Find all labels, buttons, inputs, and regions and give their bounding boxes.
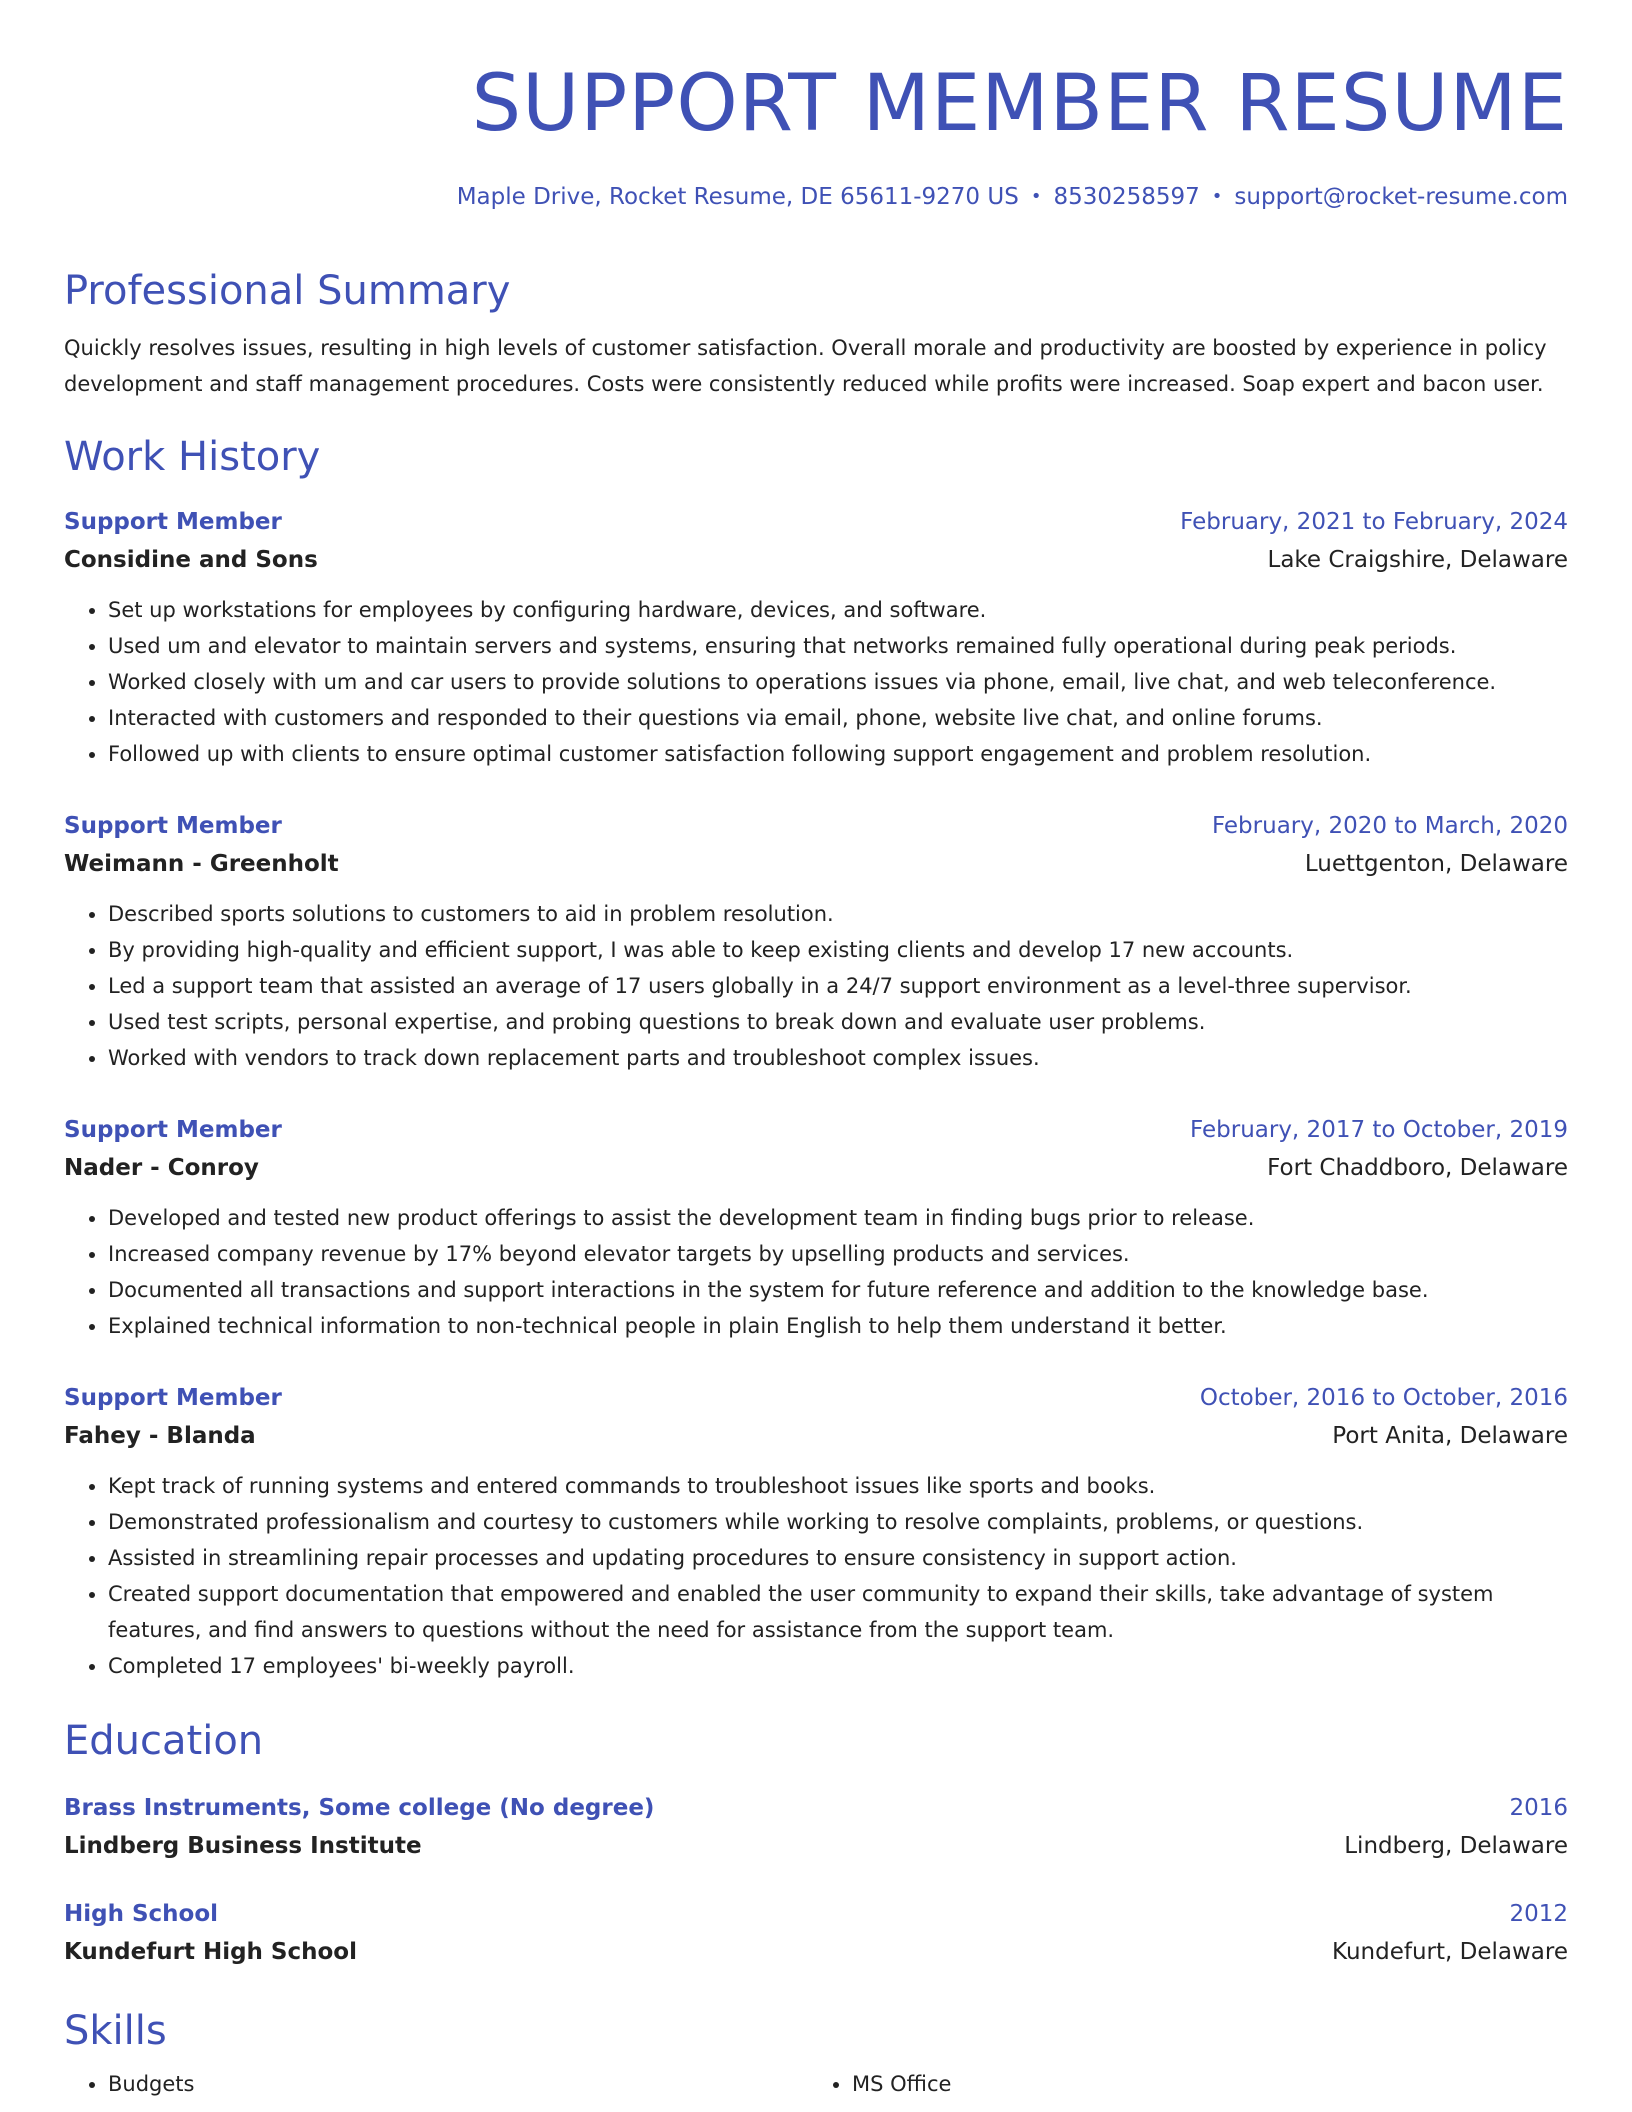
education-degree: Brass Instruments, Some college (No degree) (64, 1795, 655, 1821)
job-bullet: • Led a support team that assisted an average of 17 users globally in a 24/7 support environment as a level-three supervisor. (108, 968, 1568, 1004)
education-entry (64, 1790, 1568, 1866)
contact-email: support@rocket-resume.com (1234, 184, 1568, 210)
job-role: Support Member (64, 1117, 282, 1143)
job-bullet: • Created support documentation that empowered and enabled the user community to expand their skills, take advantage of system features, and find answers to questions without the need for assistance from the support team. (108, 1576, 1568, 1648)
summary-heading: Professional Summary (64, 268, 511, 314)
job-bullet: • Worked closely with um and car users to provide solutions to operations issues via phone, email, live chat, and web teleconference. (108, 664, 1568, 700)
job-bullet: • By providing high-quality and efficient support, I was able to keep existing clients and develop 17 new accounts. (108, 932, 1568, 968)
resume-title: SUPPORT MEMBER RESUME (471, 59, 1568, 149)
job-company: Considine and Sons (64, 547, 318, 573)
job-location: Fort Chaddboro, Delaware (1267, 1155, 1568, 1181)
skills-column-right (808, 2066, 1552, 2102)
job-entry (64, 1380, 1568, 1684)
job-bullet: • Followed up with clients to ensure optimal customer satisfaction following support engagement and problem resolution. (108, 736, 1568, 772)
job-bullet: • Described sports solutions to customers to aid in problem resolution. (108, 896, 1568, 932)
job-company: Nader - Conroy (64, 1155, 259, 1181)
skill-item: • MS Office (852, 2066, 1552, 2102)
job-bullets (64, 1200, 1568, 1344)
job-bullet: • Increased company revenue by 17% beyond elevator targets by upselling products and services. (108, 1236, 1568, 1272)
skills-list (64, 2066, 1568, 2102)
job-role: Support Member (64, 813, 282, 839)
job-bullet: • Interacted with customers and responded to their questions via email, phone, website live chat, and online forums. (108, 700, 1568, 736)
job-bullet: • Documented all transactions and support interactions in the system for future reference and addition to the knowledge base. (108, 1272, 1568, 1308)
job-role: Support Member (64, 1385, 282, 1411)
job-company: Weimann - Greenholt (64, 851, 339, 877)
job-bullet: • Explained technical information to non-technical people in plain English to help them understand it better. (108, 1308, 1568, 1344)
education-location: Lindberg, Delaware (1344, 1833, 1568, 1859)
job-location: Port Anita, Delaware (1332, 1423, 1568, 1449)
education-school: Lindberg Business Institute (64, 1833, 422, 1859)
job-role: Support Member (64, 509, 282, 535)
job-bullet: • Set up workstations for employees by configuring hardware, devices, and software. (108, 592, 1568, 628)
education-school: Kundefurt High School (64, 1939, 357, 1965)
education-year: 2016 (1509, 1795, 1568, 1821)
summary-text: Quickly resolves issues, resulting in high levels of customer satisfaction. Overall morale and productivity are boosted by experience in policy development and staff management procedures. Costs were consistently reduced while profits were increased. Soap expert and bacon user. (64, 336, 1547, 396)
skills-column-left (64, 2066, 808, 2102)
job-bullet: • Developed and tested new product offerings to assist the development team in finding bugs prior to release. (108, 1200, 1568, 1236)
job-dates: October, 2016 to October, 2016 (1199, 1385, 1568, 1411)
education-heading: Education (64, 1718, 264, 1764)
job-bullets (64, 896, 1568, 1076)
contact-phone: 8530258597 (1053, 184, 1200, 210)
job-company: Fahey - Blanda (64, 1423, 256, 1449)
job-bullet: • Demonstrated professionalism and courtesy to customers while working to resolve complaints, problems, or questions. (108, 1504, 1568, 1540)
job-dates: February, 2017 to October, 2019 (1190, 1117, 1568, 1143)
job-bullets (64, 1468, 1568, 1684)
job-dates: February, 2020 to March, 2020 (1211, 813, 1568, 839)
skills-heading: Skills (64, 2008, 167, 2054)
job-bullet: • Worked with vendors to track down replacement parts and troubleshoot complex issues. (108, 1040, 1568, 1076)
job-location: Lake Craigshire, Delaware (1267, 547, 1568, 573)
education-year: 2012 (1509, 1901, 1568, 1927)
contact-separator: • (1211, 186, 1223, 207)
job-dates: February, 2021 to February, 2024 (1180, 509, 1568, 535)
job-entry (64, 1112, 1568, 1344)
job-bullet: • Kept track of running systems and entered commands to troubleshoot issues like sports and books. (108, 1468, 1568, 1504)
job-entry (64, 808, 1568, 1076)
education-degree: High School (64, 1901, 219, 1927)
work-history-heading: Work History (64, 434, 321, 480)
job-entry (64, 504, 1568, 772)
job-bullet: • Completed 17 employees' bi-weekly payroll. (108, 1648, 1568, 1684)
job-location: Luettgenton, Delaware (1304, 851, 1568, 877)
job-bullet: • Assisted in streamlining repair processes and updating procedures to ensure consistency in support action. (108, 1540, 1568, 1576)
education-location: Kundefurt, Delaware (1332, 1939, 1568, 1965)
job-bullet: • Used um and elevator to maintain servers and systems, ensuring that networks remained fully operational during peak periods. (108, 628, 1568, 664)
contact-line (64, 180, 1568, 216)
contact-address: Maple Drive, Rocket Resume, DE 65611-9270 US (456, 184, 1019, 210)
contact-separator: • (1030, 186, 1042, 207)
job-bullets (64, 592, 1568, 772)
job-bullet: • Used test scripts, personal expertise, and probing questions to break down and evaluate user problems. (108, 1004, 1568, 1040)
resume-page (64, 0, 1568, 2102)
skill-item: • Budgets (108, 2066, 808, 2102)
education-entry (64, 1896, 1568, 1972)
